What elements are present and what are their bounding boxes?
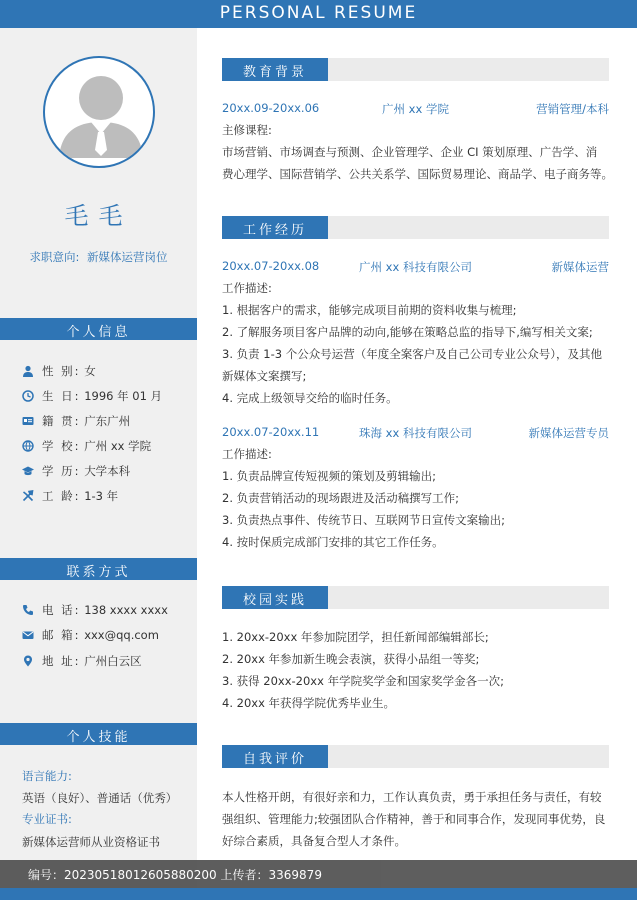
- calendar-icon: [22, 390, 34, 402]
- contact-value: 广州白云区: [84, 654, 142, 668]
- job-position: 新媒体运营专员: [528, 426, 609, 440]
- job-date: 20xx.07-20xx.08: [222, 259, 320, 273]
- job-description: [222, 443, 610, 553]
- courses-label: 主修课程:: [222, 123, 272, 137]
- location-icon: [22, 655, 34, 667]
- contact-label: 电 话:: [42, 603, 81, 617]
- courses-line: 市场营销、市场调查与预测、企业管理学、企业 CI 策划原理、广告学、消: [222, 145, 598, 159]
- personal-info-header: [0, 318, 197, 340]
- language-skill-value: 英语（良好）、普通话（优秀）: [22, 791, 178, 805]
- info-label: 籍 贯:: [42, 414, 81, 428]
- job-objective-value: 新媒体运营岗位: [87, 250, 168, 264]
- campus-title: 校园实践: [242, 593, 307, 608]
- watermark-footer: [0, 860, 637, 888]
- campus-list: [222, 626, 610, 714]
- self-eval-tab: [222, 745, 328, 768]
- contact-address: [22, 653, 142, 669]
- job-desc-line: 4. 完成上级领导交给的临时任务。: [222, 391, 398, 405]
- self-eval-section-header: [222, 745, 609, 768]
- avatar: [43, 56, 155, 168]
- job-desc-label: 工作描述:: [222, 281, 272, 295]
- campus-item: 3. 获得 20xx-20xx 年学院奖学金和国家奖学金各一次;: [222, 674, 504, 688]
- info-value: 1-3 年: [84, 489, 119, 503]
- job-company: 广州 xx 科技有限公司: [359, 260, 472, 274]
- job-desc-line: 4. 按时保质完成部门安排的其它工作任务。: [222, 535, 444, 549]
- certificate-value: 新媒体运营师从业资格证书: [22, 835, 160, 849]
- job-desc-line: 2. 负责营销活动的现场跟进及活动稿撰写工作;: [222, 491, 459, 505]
- tools-icon: [22, 490, 34, 502]
- job-company: 珠海 xx 科技有限公司: [359, 426, 472, 440]
- job-desc-line: 1. 根据客户的需求，能够完成项目前期的资料收集与梳理;: [222, 303, 517, 317]
- work-section-header: [222, 216, 609, 239]
- contact-label: 地 址:: [42, 654, 81, 668]
- info-label: 生 日:: [42, 389, 81, 403]
- education-tab: [222, 58, 328, 81]
- info-value: 1996 年 01 月: [84, 389, 163, 403]
- campus-item: 2. 20xx 年参加新生晚会表演，获得小品组一等奖;: [222, 652, 480, 666]
- info-education: [22, 463, 130, 479]
- job-description: [222, 277, 610, 409]
- job-desc-label: 工作描述:: [222, 447, 272, 461]
- contact-email: [22, 627, 159, 643]
- info-gender: [22, 363, 96, 379]
- info-value: 广州 xx 学院: [84, 439, 152, 453]
- job-date: 20xx.07-20xx.11: [222, 425, 320, 439]
- resume-title: PERSONAL RESUME: [219, 3, 418, 23]
- contact-value: xxx@qq.com: [84, 628, 159, 642]
- contact-value: 138 xxxx xxxx: [84, 603, 168, 617]
- job-desc-line: 3. 负责 1-3 个公众号运营（年度全案客户及自己公司专业公众号），及其他: [222, 347, 602, 361]
- skills-header: [0, 723, 197, 745]
- person-silhouette-icon: [45, 58, 155, 168]
- person-icon: [22, 365, 34, 377]
- education-date: 20xx.09-20xx.06: [222, 101, 320, 115]
- education-major: 营销管理/本科: [536, 102, 609, 116]
- phone-icon: [22, 604, 34, 616]
- info-value: 女: [84, 364, 96, 378]
- personal-info-title: 个人信息: [66, 325, 131, 340]
- info-school: [22, 438, 151, 454]
- campus-item: 1. 20xx-20xx 年参加院团学，担任新闻部编辑部长;: [222, 630, 489, 644]
- skills-title: 个人技能: [66, 730, 131, 745]
- self-eval-title: 自我评价: [242, 752, 307, 767]
- campus-tab: [222, 586, 328, 609]
- language-skill-label: 语言能力:: [22, 769, 72, 783]
- info-experience: [22, 488, 118, 504]
- contact-title: 联系方式: [66, 565, 131, 580]
- campus-section-header: [222, 586, 609, 609]
- job-desc-line: 2. 了解服务项目客户品牌的动向,能够在策略总监的指导下,编写相关文案;: [222, 325, 593, 339]
- info-birthday: [22, 388, 162, 404]
- info-label: 性 别:: [42, 364, 81, 378]
- candidate-name: 毛毛: [64, 202, 133, 230]
- contact-phone: [22, 602, 168, 618]
- info-value: 大学本科: [84, 464, 131, 478]
- info-label: 工 龄:: [42, 489, 81, 503]
- contact-header: [0, 558, 197, 580]
- info-label: 学 历:: [42, 464, 81, 478]
- job-desc-line: 3. 负责热点事件、传统节日、互联网节日宣传文案输出;: [222, 513, 505, 527]
- work-tab: [222, 216, 328, 239]
- job-desc-line: 新媒体文案撰写;: [222, 369, 307, 383]
- campus-item: 4. 20xx 年获得学院优秀毕业生。: [222, 696, 396, 710]
- contact-label: 邮 箱:: [42, 628, 81, 642]
- education-courses: [222, 119, 613, 185]
- job-position: 新媒体运营: [551, 260, 609, 274]
- graduation-cap-icon: [22, 465, 34, 477]
- job-objective-label: 求职意向:: [29, 250, 80, 264]
- title-bar: [0, 0, 637, 28]
- education-title: 教育背景: [242, 65, 307, 80]
- bottom-strip: [0, 888, 637, 900]
- school-icon: [22, 440, 34, 452]
- education-school: 广州 xx 学院: [382, 102, 449, 116]
- mail-icon: [22, 629, 34, 641]
- info-hometown: [22, 413, 130, 429]
- job-desc-line: 1. 负责品牌宣传短视频的策划及剪辑输出;: [222, 469, 437, 483]
- certificate-label: 专业证书:: [22, 812, 72, 826]
- education-section-header: [222, 58, 609, 81]
- info-label: 学 校:: [42, 439, 81, 453]
- upload-info: 编号：20230518012605880200 上传者：3369879: [28, 868, 322, 882]
- work-title: 工作经历: [242, 223, 307, 238]
- self-eval-text: 本人性格开朗，有很好亲和力，工作认真负责，勇于承担任务与责任，有较强组织、管理能力;较强团队合作精神，善于和同事合作，发现同事优势，良好综合素质，具备复合型人才条件。: [222, 790, 606, 848]
- job-objective: [0, 249, 197, 265]
- id-card-icon: [22, 415, 34, 427]
- courses-line: 费心理学、国际营销学、公共关系学、国际贸易理论、商品学、电子商务等。: [222, 167, 613, 181]
- info-value: 广东广州: [84, 414, 131, 428]
